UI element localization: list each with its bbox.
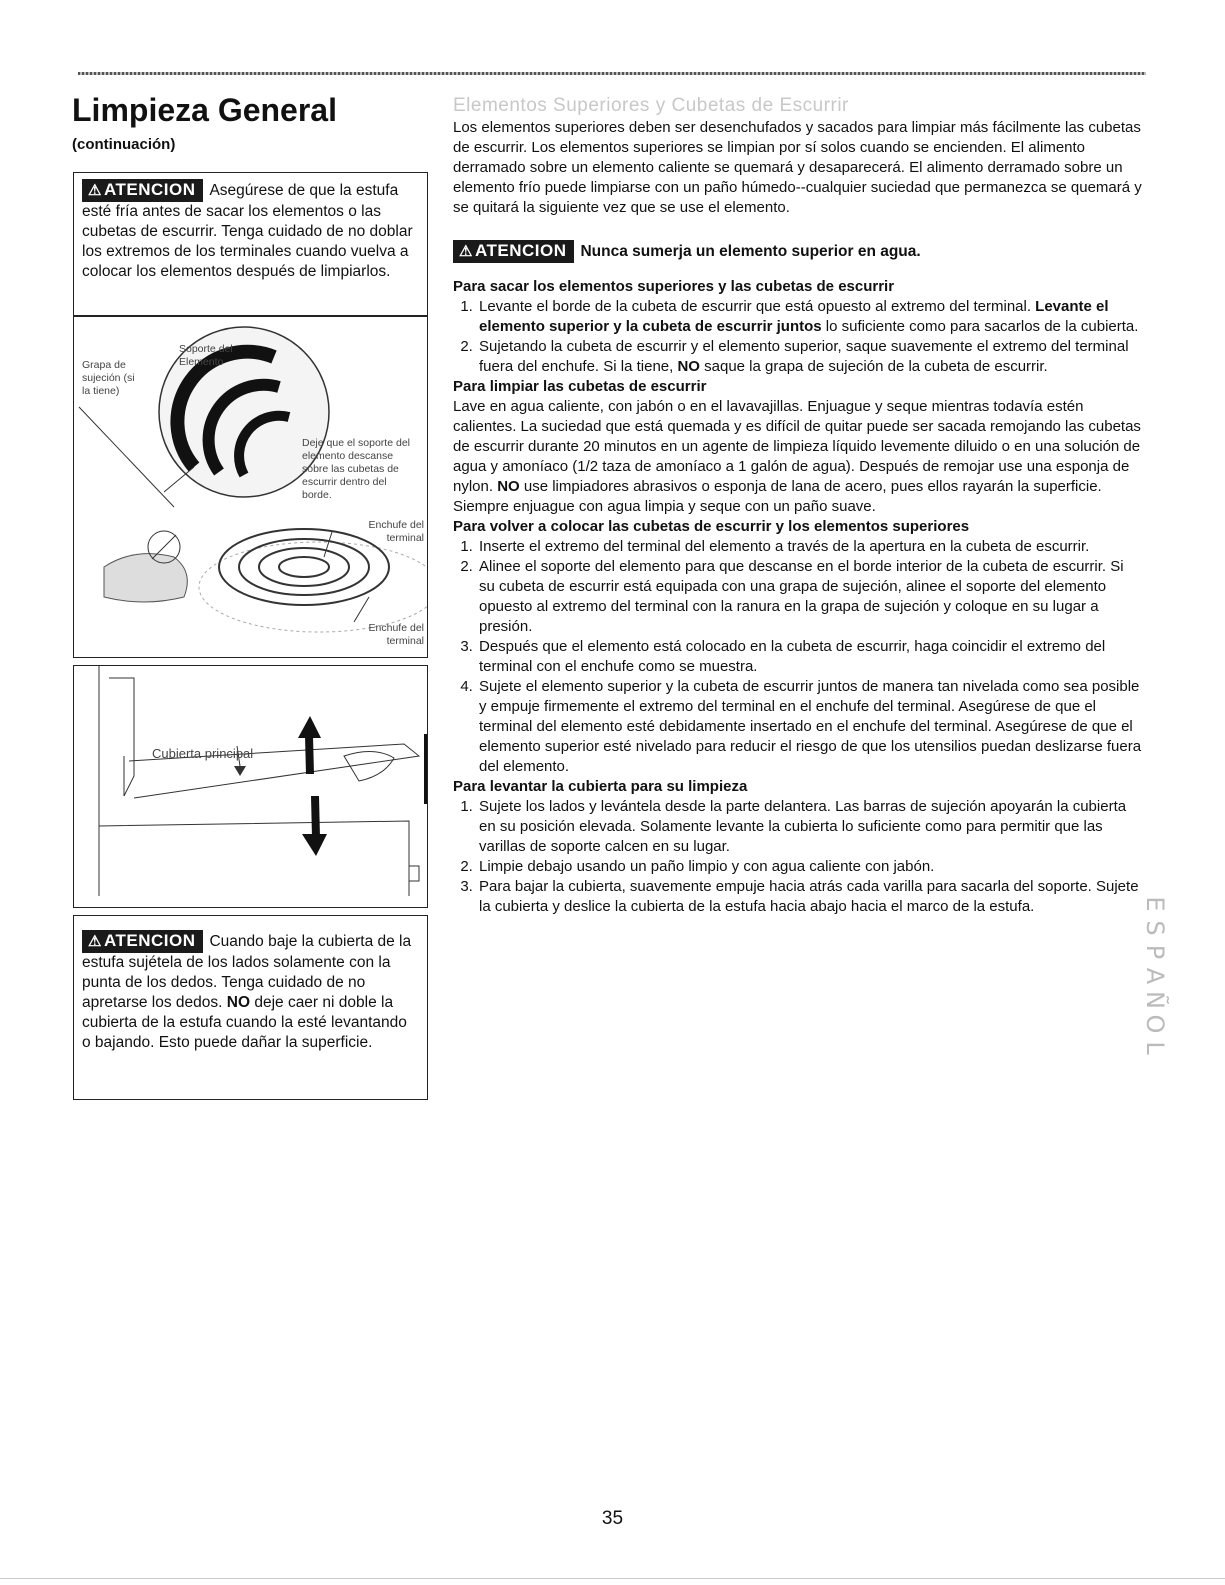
label-cubierta: Cubierta principal <box>152 746 254 761</box>
warning-box-2 <box>73 915 428 1100</box>
clean-paragraph: Lave en agua caliente, con jabón o en el lavavajillas. Enjuague y seque mientras todavía estén calientes. La suciedad que está quemada y es difícil de quitar puede ser sacada remojando las cubetas de escurrir durante 20 minutos en un agente de limpieza líquido levemente diluido o en una solución de agua y amoníaco (1/2 taza de amoníaco a 1 galón de agua). Después de remojar use una esponja de nylon. NO use limpiadores abrasivos o esponja de lana de acero, pues ellos rayarán la superficie. Siempre enjuague con agua limpia y seque con un paño suave. <box>453 398 1141 515</box>
page-number: 35 <box>601 1508 624 1529</box>
warning-text: Asegúrese de que la estufa esté fría antes de sacar los elementos o las cubetas de escurrir. Tenga cuidado de no doblar los extremos de los terminales cuando vuelva a colocar los elementos después de limpiarlos. <box>82 182 413 280</box>
remove-heading: Para sacar los elementos superiores y las cubetas de escurrir <box>453 278 895 295</box>
clean-heading: Para limpiar las cubetas de escurrir <box>453 378 707 395</box>
label-enchufe: Enchufe del terminal <box>368 622 424 647</box>
remove-steps <box>453 297 1143 377</box>
cooktop-illustration <box>74 666 427 907</box>
list-item: 1. Sujete los lados y levántela desde la parte delantera. Las barras de sujeción apoyarán la cubierta en su posición elevada. Solamente levante la cubierta lo suficiente como para permitir que las varillas de soporte calcen en su lugar. <box>477 797 1143 857</box>
list-item: 1. Inserte el extremo del terminal del elemento a través de la apertura en la cubeta de escurrir. <box>477 537 1143 557</box>
list-item: 4. Sujete el elemento superior y la cubeta de escurrir juntos de manera tan nivelada como sea posible y empuje firmemente el extremo del terminal en el enchufe del terminal. Asegúrese de que el terminal del elemento esté debidamente insertado en el enchufe del terminal. Asegúrese de que el elemento superior esté nivelado para reducir el riesgo de que los utensilios puedan deslizarse fuera del elemento. <box>477 677 1143 777</box>
list-item: 2. Sujetando la cubeta de escurrir y el elemento superior, saque suavemente el extremo del terminal fuera del enchufe. Si la tiene, NO saque la grapa de sujeción de la cubeta de escurrir. <box>477 337 1143 377</box>
warning-badge: ⚠ ATENCION <box>453 240 574 263</box>
list-item: 2. Limpie debajo usando un paño limpio y con agua caliente con jabón. <box>477 857 1143 877</box>
no-emphasis: NO <box>226 994 251 1011</box>
list-item: 1. Levante el borde de la cubeta de escurrir que está opuesto al extremo del terminal. Levante el elemento superior y la cubeta de escurrir juntos lo suficiente como para sacarlos de la cubierta. <box>477 297 1143 337</box>
list-item: 3. Después que el elemento está colocado en la cubeta de escurrir, haga coincidir el extremo del terminal con el enchufe como se muestra. <box>477 637 1143 677</box>
main-content <box>453 96 1143 917</box>
warning-badge: ⚠ ATENCION <box>82 179 203 202</box>
label-deje: Deje que el soporte del elemento descanse sobre las cubetas de escurrir dentro del borde. <box>302 437 410 501</box>
warning-badge: ⚠ ATENCION <box>82 930 203 953</box>
label-grapa: Grapa de sujeción (si la tiene) <box>82 359 135 397</box>
warning-box-1 <box>73 172 428 316</box>
replace-steps <box>453 537 1143 777</box>
intro-paragraph: Los elementos superiores deben ser desenchufados y sacados para limpiar más fácilmente las cubetas de escurrir. Los elementos superiores se limpian por sí solos cuando se encienden. El alimento derramado sobre un elemento caliente se quemará y desaparecerá. El alimento derramado sobre un elemento frío puede limpiarse con un paño húmedo--cualquier suciedad que permanezca se quemará y se quitará la siguiente vez que se use el elemento. <box>453 119 1142 216</box>
warning-line <box>453 240 1143 263</box>
figure-element-removal <box>73 316 428 658</box>
top-rule <box>78 72 1146 75</box>
page-subtitle: (continuación) <box>72 136 176 153</box>
warning-text: Nunca sumerja un elemento superior en agua. <box>580 243 921 260</box>
section-title: Elementos Superiores y Cubetas de Escurrir <box>453 95 849 116</box>
side-language-label: E S P A Ñ O L <box>1141 896 1169 1055</box>
figure-lift-cooktop <box>73 665 428 908</box>
label-soporte: Soporte del Elemento <box>179 343 233 368</box>
list-item: 3. Para bajar la cubierta, suavemente empuje hacia atrás cada varilla para sacarla del soporte. Sujete la cubierta y deslice la cubierta de la estufa hacia abajo hacia el marco de la estufa. <box>477 877 1143 917</box>
list-item: 2. Alinee el soporte del elemento para que descanse en el borde interior de la cubeta de escurrir. Si su cubeta de escurrir está equipada con una grapa de sujeción, alinee el soporte del elemento opuesto al extremo del terminal con la ranura en la grapa de sujeción y coloque en su lugar a presión. <box>477 557 1143 637</box>
lift-steps <box>453 797 1143 917</box>
warning-text-cont: deje caer ni doble la cubierta de la estufa cuando la esté levantando o bajando. Esto puede dañar la superficie. <box>82 994 407 1051</box>
warning-triangle-icon: ⚠ <box>459 243 473 260</box>
lift-heading: Para levantar la cubierta para su limpieza <box>453 778 748 795</box>
replace-heading: Para volver a colocar las cubetas de escurrir y los elementos superiores <box>453 518 970 535</box>
warning-triangle-icon: ⚠ <box>88 182 102 199</box>
label-enchufe-terminal: Enchufe del terminal <box>368 519 424 544</box>
warning-triangle-icon: ⚠ <box>88 933 102 950</box>
bottom-rule <box>0 1578 1225 1579</box>
page-title: Limpieza General <box>72 92 337 128</box>
warning-text: Cuando baje la cubierta de la estufa sujétela de los lados solamente con la punta de los dedos. Tenga cuidado de no apretarse los dedos. <box>82 933 412 1011</box>
